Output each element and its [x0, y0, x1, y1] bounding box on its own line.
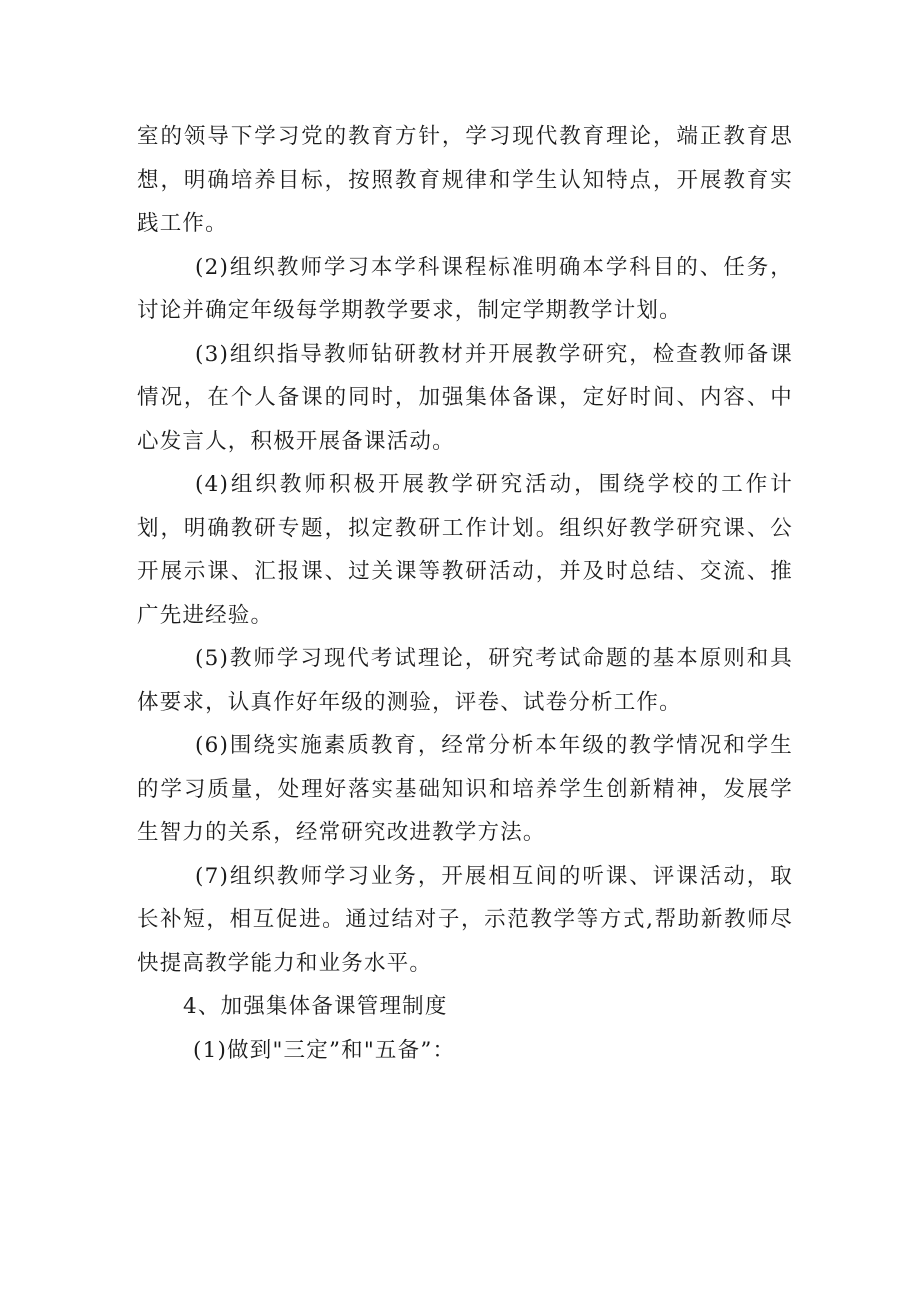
- section-subheading: (1)做到"三定”和"五备”：: [193, 1037, 456, 1063]
- paragraph-continued: 室的领导下学习党的教育方针，学习现代教育理论，端正教育思想，明确培养目标，按照教育规律和学生认知特点，开展教育实践工作。: [137, 124, 793, 236]
- paragraph-item-4: (4)组织教师积极开展教学研究活动，围绕学校的工作计划，明确教研专题，拟定教研工作计划。组织好教学研究课、公开展示课、汇报课、过关课等教研活动，并及时总结、交流、推广先进经验。: [137, 472, 793, 628]
- paragraph-item-5: (5)教师学习现代考试理论，研究考试命题的基本原则和具体要求，认真作好年级的测验，评卷、试卷分析工作。: [137, 646, 793, 715]
- paragraph-item-6: (6)围绕实施素质教育，经常分析本年级的教学情况和学生的学习质量，处理好落实基础知识和培养学生创新精神，发展学生智力的关系，经常研究改进教学方法。: [137, 733, 793, 845]
- section-heading: 4、加强集体备课管理制度: [183, 994, 448, 1019]
- paragraph-item-2: (2)组织教师学习本学科课程标准明确本学科目的、任务，讨论并确定年级每学期教学要求，制定学期教学计划。: [137, 254, 793, 323]
- paragraph-item-7: (7)组织教师学习业务，开展相互间的听课、评课活动，取长补短，相互促进。通过结对子，示范教学等方式,帮助新教师尽快提高教学能力和业务水平。: [137, 863, 793, 976]
- document-body: [137, 115, 793, 1072]
- paragraph-item-3: (3)组织指导教师钻研教材并开展教学研究，检查教师备课情况，在个人备课的同时，加强集体备课，定好时间、内容、中心发言人，积极开展备课活动。: [137, 341, 793, 454]
